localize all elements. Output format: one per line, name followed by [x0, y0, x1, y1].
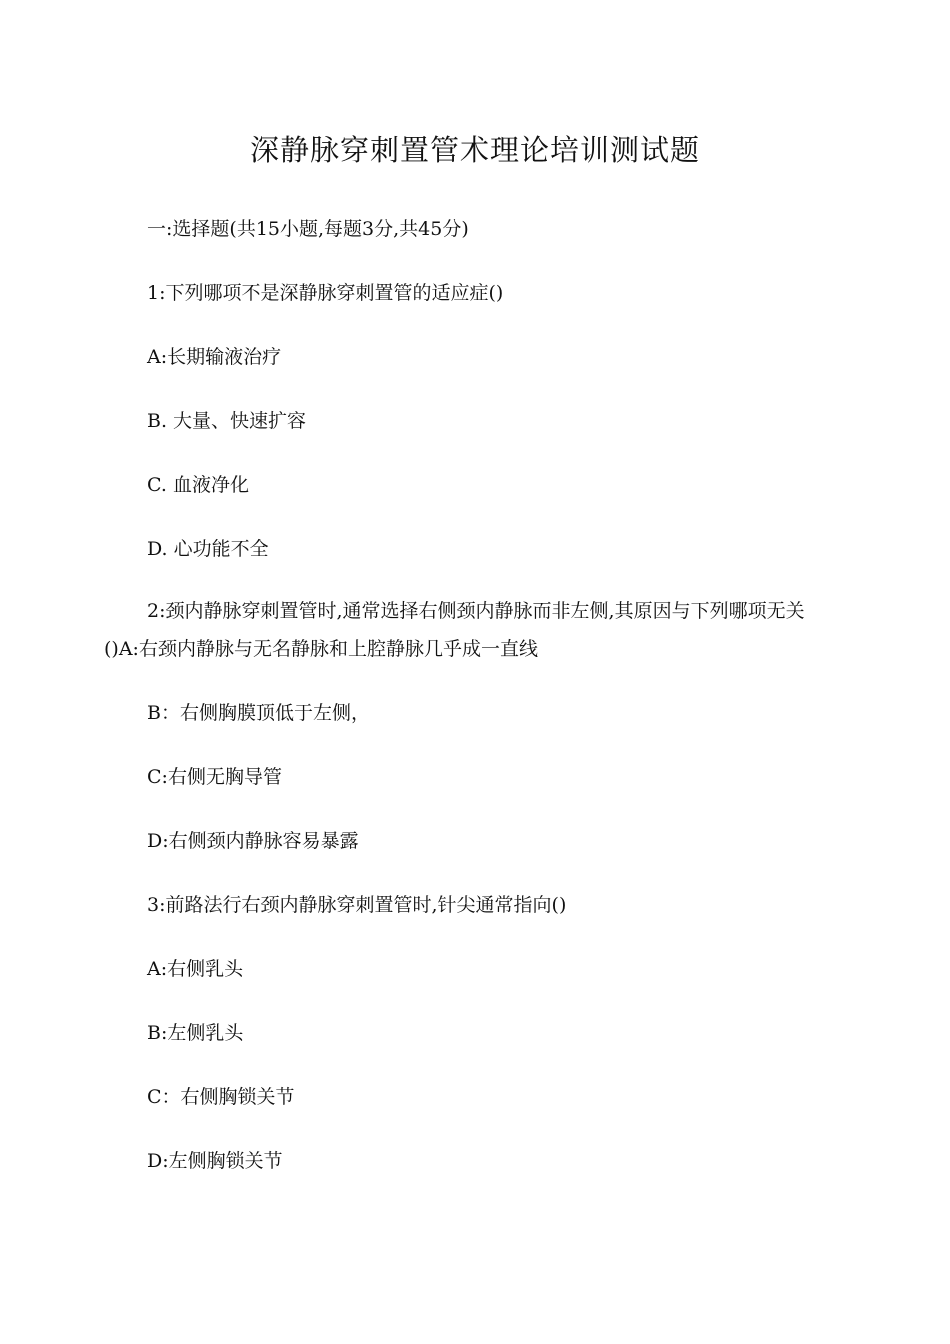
question-2-option-b: B：右侧胸膜顶低于左侧，	[147, 702, 370, 724]
question-3-option-c: C：右侧胸锁关节	[147, 1086, 295, 1108]
question-1-option-b: B. 大量、快速扩容	[147, 410, 307, 432]
question-2-option-c: C:右侧无胸导管	[147, 766, 282, 788]
question-3-stem: 3:前路法行右颈内静脉穿刺置管时,针尖通常指向()	[147, 894, 567, 916]
question-3-option-a: A:右侧乳头	[147, 958, 244, 980]
question-1-option-d: D. 心功能不全	[147, 538, 269, 560]
question-2-option-d: D:右侧颈内静脉容易暴露	[147, 830, 359, 852]
question-1-option-a: A:长期输液治疗	[147, 346, 282, 368]
question-3-option-b: B:左侧乳头	[147, 1022, 244, 1044]
question-1-option-c: C. 血液净化	[147, 474, 249, 496]
question-1-stem: 1:下列哪项不是深静脉穿刺置管的适应症()	[147, 282, 504, 304]
document-title: 深静脉穿刺置管术理论培训测试题	[249, 133, 700, 167]
section-heading: 一:选择题(共15小题,每题3分,共45分)	[147, 218, 469, 240]
question-2-stem: 2:颈内静脉穿刺置管时,通常选择右侧颈内静脉而非左侧,其原因与下列哪项无关()A:右颈内静脉与无名静脉和上腔静脉几乎成一直线	[104, 600, 805, 660]
question-3-option-d: D:左侧胸锁关节	[147, 1150, 283, 1172]
